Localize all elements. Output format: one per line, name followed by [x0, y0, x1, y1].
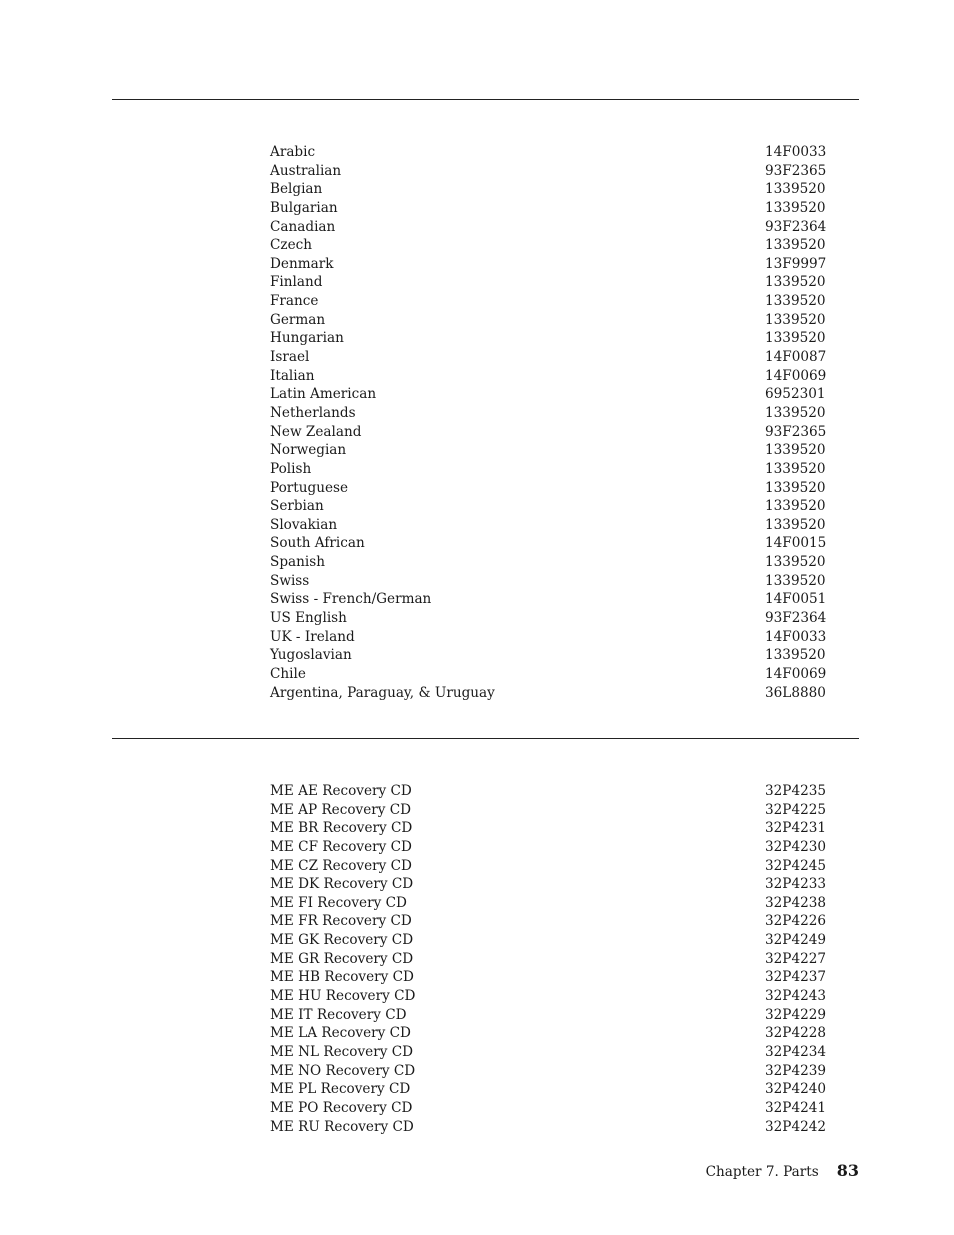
- table-row: [270, 441, 826, 460]
- item-description: Arabic: [270, 144, 316, 160]
- item-description: ME GR Recovery CD: [270, 950, 414, 967]
- item-description: ME HB Recovery CD: [270, 969, 414, 986]
- item-description: Yugoslavian: [270, 647, 352, 664]
- part-number: 1339520: [765, 181, 826, 198]
- item-description: Portuguese: [270, 479, 349, 496]
- part-number: 32P4238: [765, 894, 827, 911]
- part-number: 14F0015: [765, 535, 827, 552]
- item-description: ME AP Recovery CD: [270, 801, 412, 818]
- table-row: [270, 273, 826, 292]
- item-description: UK - Ireland: [270, 628, 355, 645]
- table-row: [270, 1118, 827, 1137]
- table-row: [270, 1099, 827, 1118]
- table-row: [270, 894, 827, 913]
- part-number: 1339520: [765, 293, 826, 310]
- part-number: 36L8880: [765, 684, 826, 701]
- item-description: Australian: [270, 162, 342, 179]
- part-number: 1339520: [765, 274, 826, 291]
- table-row: [270, 1006, 827, 1025]
- item-description: Slovakian: [270, 516, 338, 533]
- part-number: 93F2365: [765, 423, 827, 440]
- part-number: 1339520: [765, 199, 826, 216]
- part-number: 1339520: [765, 311, 826, 328]
- item-description: ME LA Recovery CD: [270, 1025, 411, 1042]
- table-row: [270, 1024, 827, 1043]
- table-row: [270, 479, 826, 498]
- table-row: [270, 875, 827, 894]
- table-row: [270, 931, 827, 950]
- section-rule: [112, 738, 859, 739]
- table-row: [270, 460, 826, 479]
- item-description: ME FI Recovery CD: [270, 894, 407, 911]
- part-number: 1339520: [765, 442, 826, 459]
- table-row: [270, 553, 826, 572]
- item-description: US English: [270, 610, 347, 627]
- item-description: ME FR Recovery CD: [270, 913, 412, 930]
- part-number: 32P4245: [765, 857, 827, 874]
- table-row: [270, 311, 826, 330]
- table-row: [270, 665, 827, 684]
- part-number: 1339520: [765, 237, 826, 254]
- part-number: 32P4234: [765, 1043, 827, 1060]
- part-number: 32P4242: [765, 1118, 827, 1135]
- item-description: Polish: [270, 460, 312, 477]
- part-number: 32P4225: [765, 801, 827, 818]
- table-row: [270, 236, 826, 255]
- part-number: 32P4227: [765, 950, 827, 967]
- table-row: [270, 385, 826, 404]
- table-row: [270, 646, 826, 665]
- part-number: 1339520: [765, 554, 826, 571]
- item-description: New Zealand: [270, 423, 362, 440]
- part-number: 6952301: [765, 386, 826, 403]
- part-number: 32P4229: [765, 1006, 827, 1023]
- item-description: Czech: [270, 237, 312, 254]
- item-description: Italian: [270, 367, 315, 384]
- part-number: 14F0069: [765, 665, 827, 682]
- item-description: ME RU Recovery CD: [270, 1118, 414, 1135]
- item-description: Latin American: [270, 386, 377, 403]
- part-number: 1339520: [765, 498, 826, 515]
- part-number: 1339520: [765, 572, 826, 589]
- part-number: 14F0051: [765, 591, 827, 608]
- table-row: [270, 1062, 827, 1081]
- part-number: 32P4241: [765, 1099, 827, 1116]
- table-row: [270, 987, 827, 1006]
- part-number: 32P4239: [765, 1062, 827, 1079]
- item-description: Norwegian: [270, 442, 347, 459]
- table-row: [270, 857, 827, 876]
- item-description: ME AE Recovery CD: [270, 783, 412, 799]
- table-row: [270, 782, 827, 801]
- item-description: ME BR Recovery CD: [270, 820, 413, 837]
- part-number: 1339520: [765, 479, 826, 496]
- item-description: German: [270, 311, 326, 328]
- part-number: 13F9997: [765, 255, 827, 272]
- table-row: [270, 367, 827, 386]
- part-number: 32P4237: [765, 969, 827, 986]
- page-number: 83: [836, 1161, 859, 1180]
- part-number: 32P4243: [765, 988, 827, 1005]
- part-number: 32P4233: [765, 876, 827, 893]
- item-description: ME CF Recovery CD: [270, 838, 412, 855]
- part-number: 93F2364: [765, 218, 827, 235]
- part-number: 1339520: [765, 647, 826, 664]
- table-row: [270, 838, 827, 857]
- table-row: [270, 950, 827, 969]
- item-description: ME PO Recovery CD: [270, 1099, 413, 1116]
- keyboard-parts-table: [270, 143, 827, 702]
- part-number: 14F0087: [765, 349, 827, 366]
- item-description: ME CZ Recovery CD: [270, 857, 412, 874]
- table-row: [270, 590, 827, 609]
- table-row: [270, 516, 826, 535]
- table-row: [270, 218, 827, 237]
- part-number: 32P4240: [765, 1081, 827, 1098]
- table-row: [270, 180, 826, 199]
- item-description: France: [270, 293, 319, 310]
- item-description: South African: [270, 535, 365, 552]
- table-row: [270, 684, 826, 703]
- part-number: 1339520: [765, 330, 826, 347]
- item-description: Finland: [270, 274, 323, 291]
- item-description: Netherlands: [270, 404, 356, 421]
- item-description: Israel: [270, 349, 310, 366]
- item-description: ME HU Recovery CD: [270, 988, 416, 1005]
- item-description: ME DK Recovery CD: [270, 876, 414, 893]
- table-row: [270, 162, 827, 181]
- table-row: [270, 497, 826, 516]
- item-description: ME PL Recovery CD: [270, 1081, 411, 1098]
- part-number: 1339520: [765, 404, 826, 421]
- table-row: [270, 1080, 827, 1099]
- part-number: 93F2364: [765, 610, 827, 627]
- part-number: 32P4231: [765, 820, 827, 837]
- table-row: [270, 628, 827, 647]
- item-description: Hungarian: [270, 330, 344, 347]
- part-number: 14F0033: [765, 144, 827, 160]
- item-description: ME NL Recovery CD: [270, 1043, 414, 1060]
- item-description: Canadian: [270, 218, 336, 235]
- table-row: [270, 534, 827, 553]
- part-number: 93F2365: [765, 162, 827, 179]
- item-description: Bulgarian: [270, 199, 338, 216]
- footer-chapter: Chapter 7. Parts: [705, 1164, 819, 1180]
- table-row: [270, 143, 827, 162]
- page-footer: [706, 1161, 859, 1180]
- part-number: 32P4228: [765, 1025, 827, 1042]
- table-row: [270, 292, 826, 311]
- table-row: [270, 572, 826, 591]
- item-description: Chile: [270, 665, 306, 682]
- item-description: Swiss: [270, 572, 310, 589]
- table-row: [270, 801, 827, 820]
- recovery-cd-parts-table: [270, 782, 827, 1136]
- part-number: 14F0033: [765, 628, 827, 645]
- table-row: [270, 199, 826, 218]
- table-row: [270, 404, 826, 423]
- item-description: Swiss - French/German: [270, 591, 432, 608]
- part-number: 1339520: [765, 516, 826, 533]
- item-description: Spanish: [270, 554, 325, 571]
- item-description: ME IT Recovery CD: [270, 1006, 407, 1023]
- item-description: Argentina, Paraguay, & Uruguay: [270, 684, 495, 701]
- item-description: ME NO Recovery CD: [270, 1062, 416, 1079]
- part-number: 1339520: [765, 460, 826, 477]
- table-row: [270, 255, 827, 274]
- part-number: 14F0069: [765, 367, 827, 384]
- top-rule: [112, 99, 859, 100]
- table-row: [270, 1043, 827, 1062]
- part-number: 32P4230: [765, 838, 827, 855]
- table-row: [270, 912, 827, 931]
- item-description: Denmark: [270, 255, 334, 272]
- part-number: 32P4249: [765, 932, 827, 949]
- part-number: 32P4226: [765, 913, 827, 930]
- table-row: [270, 348, 827, 367]
- item-description: Belgian: [270, 181, 323, 198]
- part-number: 32P4235: [765, 783, 827, 799]
- table-row: [270, 968, 827, 987]
- table-row: [270, 609, 827, 628]
- table-row: [270, 423, 827, 442]
- item-description: ME GK Recovery CD: [270, 932, 414, 949]
- table-row: [270, 329, 826, 348]
- item-description: Serbian: [270, 498, 324, 515]
- table-row: [270, 819, 827, 838]
